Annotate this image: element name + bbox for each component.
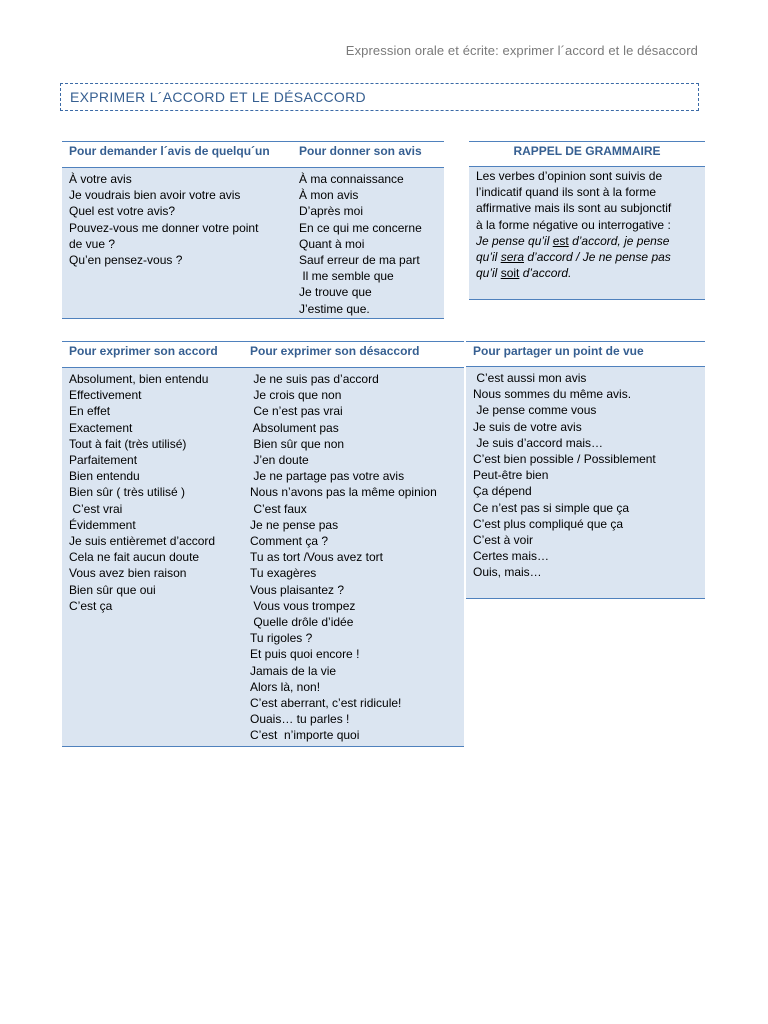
list-item: C’est ça <box>69 598 113 613</box>
list-item: Je voudrais bien avoir votre avis <box>69 188 241 203</box>
list-item: Alors là, non! <box>250 679 321 694</box>
list-item: J’estime que. <box>299 301 370 316</box>
list-item: Ouis, mais… <box>473 565 542 580</box>
list-item: Tout à fait (très utilisé) <box>69 436 187 451</box>
list-item: D’après moi <box>299 204 364 219</box>
list-item: Tu rigoles ? <box>250 631 313 646</box>
rappel-panel-header <box>469 141 705 167</box>
list-item: Quel est votre avis? <box>69 204 176 219</box>
partager-panel <box>466 341 705 599</box>
rappel-head: RAPPEL DE GRAMMAIRE <box>513 144 661 158</box>
list-item: Je ne suis pas d’accord <box>250 372 379 386</box>
partager-head: Pour partager un point de vue <box>473 344 644 358</box>
list-item: Ça dépend <box>473 484 532 499</box>
list-item: C’est aussi mon avis <box>473 371 587 385</box>
list-item: C’est n’importe quoi <box>250 728 360 743</box>
avis-head-right: Pour donner son avis <box>299 144 422 158</box>
list-item: Bien sûr que oui <box>69 582 156 597</box>
page-title: EXPRIMER L´ACCORD ET LE DÉSACCORD <box>70 89 366 105</box>
list-item: Comment ça ? <box>250 534 329 549</box>
list-item: Absolument, bien entendu <box>69 372 209 386</box>
list-item: Nous sommes du même avis. <box>473 387 632 402</box>
list-item: Tu as tort /Vous avez tort <box>250 550 383 565</box>
list-item: Tu exagères <box>250 566 317 581</box>
list-item: Effectivement <box>69 388 142 403</box>
list-item: Nous n’avons pas la même opinion <box>250 485 437 500</box>
list-item: C’est vrai <box>69 501 123 516</box>
list-item: Quant à moi <box>299 236 365 251</box>
rappel-line: affirmative mais ils sont au subjonctif <box>476 201 672 216</box>
rappel-line: à la forme négative ou interrogative : <box>476 217 671 232</box>
example-text: d’accord, je pense <box>568 233 670 248</box>
list-item: C’est à voir <box>473 533 534 548</box>
rappel-panel <box>469 141 705 300</box>
partager-panel-header <box>466 341 705 367</box>
list-item: Ce n’est pas si simple que ça <box>473 500 630 515</box>
rappel-line: l’indicatif quand ils sont à la forme <box>476 185 657 200</box>
list-item: Et puis quoi encore ! <box>250 647 360 662</box>
rappel-panel-body <box>469 167 705 300</box>
list-item: Certes mais… <box>473 549 550 564</box>
list-item: Je ne pense pas <box>250 517 339 532</box>
list-item: À votre avis <box>69 172 132 186</box>
list-item: Pouvez-vous me donner votre point <box>69 220 259 235</box>
list-item: Évidemment <box>69 517 136 532</box>
list-item: Sauf erreur de ma part <box>299 253 420 268</box>
rappel-line: Les verbes d’opinion sont suivis de <box>476 169 663 183</box>
list-item: Je ne partage pas votre avis <box>250 469 405 484</box>
rappel-example-3 <box>476 265 671 281</box>
list-item: À ma connaissance <box>299 172 404 186</box>
list-item: Il me semble que <box>299 269 394 284</box>
list-item: Je suis d’accord mais… <box>473 435 604 450</box>
list-item: En effet <box>69 404 111 419</box>
list-item: Cela ne fait aucun doute <box>69 550 200 565</box>
avis-panel <box>62 141 444 319</box>
page-header: Expression orale et écrite: exprimer l´accord et le désaccord <box>345 43 698 58</box>
accord-panel <box>62 341 464 747</box>
example-text: qu’il <box>476 250 501 265</box>
list-item: J’en doute <box>250 453 309 468</box>
example-verb-sera: sera <box>500 250 525 265</box>
list-item: En ce qui me concerne <box>299 220 422 235</box>
rappel-example-1 <box>476 233 671 249</box>
example-text: d’accord / Je ne pense pas <box>524 250 671 265</box>
list-item: Exactement <box>69 420 133 435</box>
list-item: Vous vous trompez <box>250 598 356 613</box>
list-item: Ouais… tu parles ! <box>250 712 350 727</box>
list-item: C’est bien possible / Possiblement <box>473 452 656 467</box>
list-item: Je crois que non <box>250 388 342 403</box>
accord-panel-header <box>62 341 464 368</box>
list-item: Bien entendu <box>69 469 140 484</box>
example-text: qu’il <box>476 266 501 281</box>
list-item: Peut-être bien <box>473 468 549 483</box>
list-item: Quelle drôle d’idée <box>250 615 354 630</box>
accord-panel-body <box>62 368 464 747</box>
list-item: Bien sûr ( très utilisé ) <box>69 485 186 500</box>
example-text: Je pense qu’il <box>476 233 553 248</box>
list-item: Jamais de la vie <box>250 663 337 678</box>
list-item: Je trouve que <box>299 285 372 300</box>
rappel-text <box>476 168 671 281</box>
accord-list <box>69 371 215 614</box>
list-item: C’est plus compliqué que ça <box>473 516 624 531</box>
partager-panel-body <box>466 367 705 599</box>
avis-right-list <box>299 171 422 317</box>
list-item: Je pense comme vous <box>473 403 597 418</box>
list-item: Parfaitement <box>69 453 138 468</box>
list-item: Qu’en pensez-vous ? <box>69 253 183 268</box>
list-item: C’est aberrant, c’est ridicule! <box>250 696 402 711</box>
list-item: Je suis de votre avis <box>473 419 582 434</box>
desaccord-list <box>250 371 437 744</box>
list-item: À mon avis <box>299 188 359 203</box>
example-verb-est: est <box>552 233 569 248</box>
list-item: C’est faux <box>250 501 307 516</box>
rappel-example-2 <box>476 249 671 265</box>
list-item: Ce n’est pas vrai <box>250 404 343 419</box>
avis-left-list <box>69 171 258 268</box>
avis-panel-body <box>62 168 444 319</box>
list-item: de vue ? <box>69 236 116 251</box>
example-verb-soit: soit <box>500 266 520 281</box>
title-box <box>60 83 699 111</box>
partager-list <box>473 370 656 581</box>
example-text: d’accord. <box>519 266 572 281</box>
list-item: Vous plaisantez ? <box>250 582 345 597</box>
accord-head-left: Pour exprimer son accord <box>69 344 218 358</box>
avis-head-left: Pour demander l´avis de quelqu´un <box>69 144 270 158</box>
list-item: Absolument pas <box>250 420 339 435</box>
accord-head-right: Pour exprimer son désaccord <box>250 344 420 358</box>
list-item: Bien sûr que non <box>250 436 345 451</box>
list-item: Je suis entièremet d’accord <box>69 534 216 549</box>
avis-panel-header <box>62 141 444 168</box>
list-item: Vous avez bien raison <box>69 566 187 581</box>
